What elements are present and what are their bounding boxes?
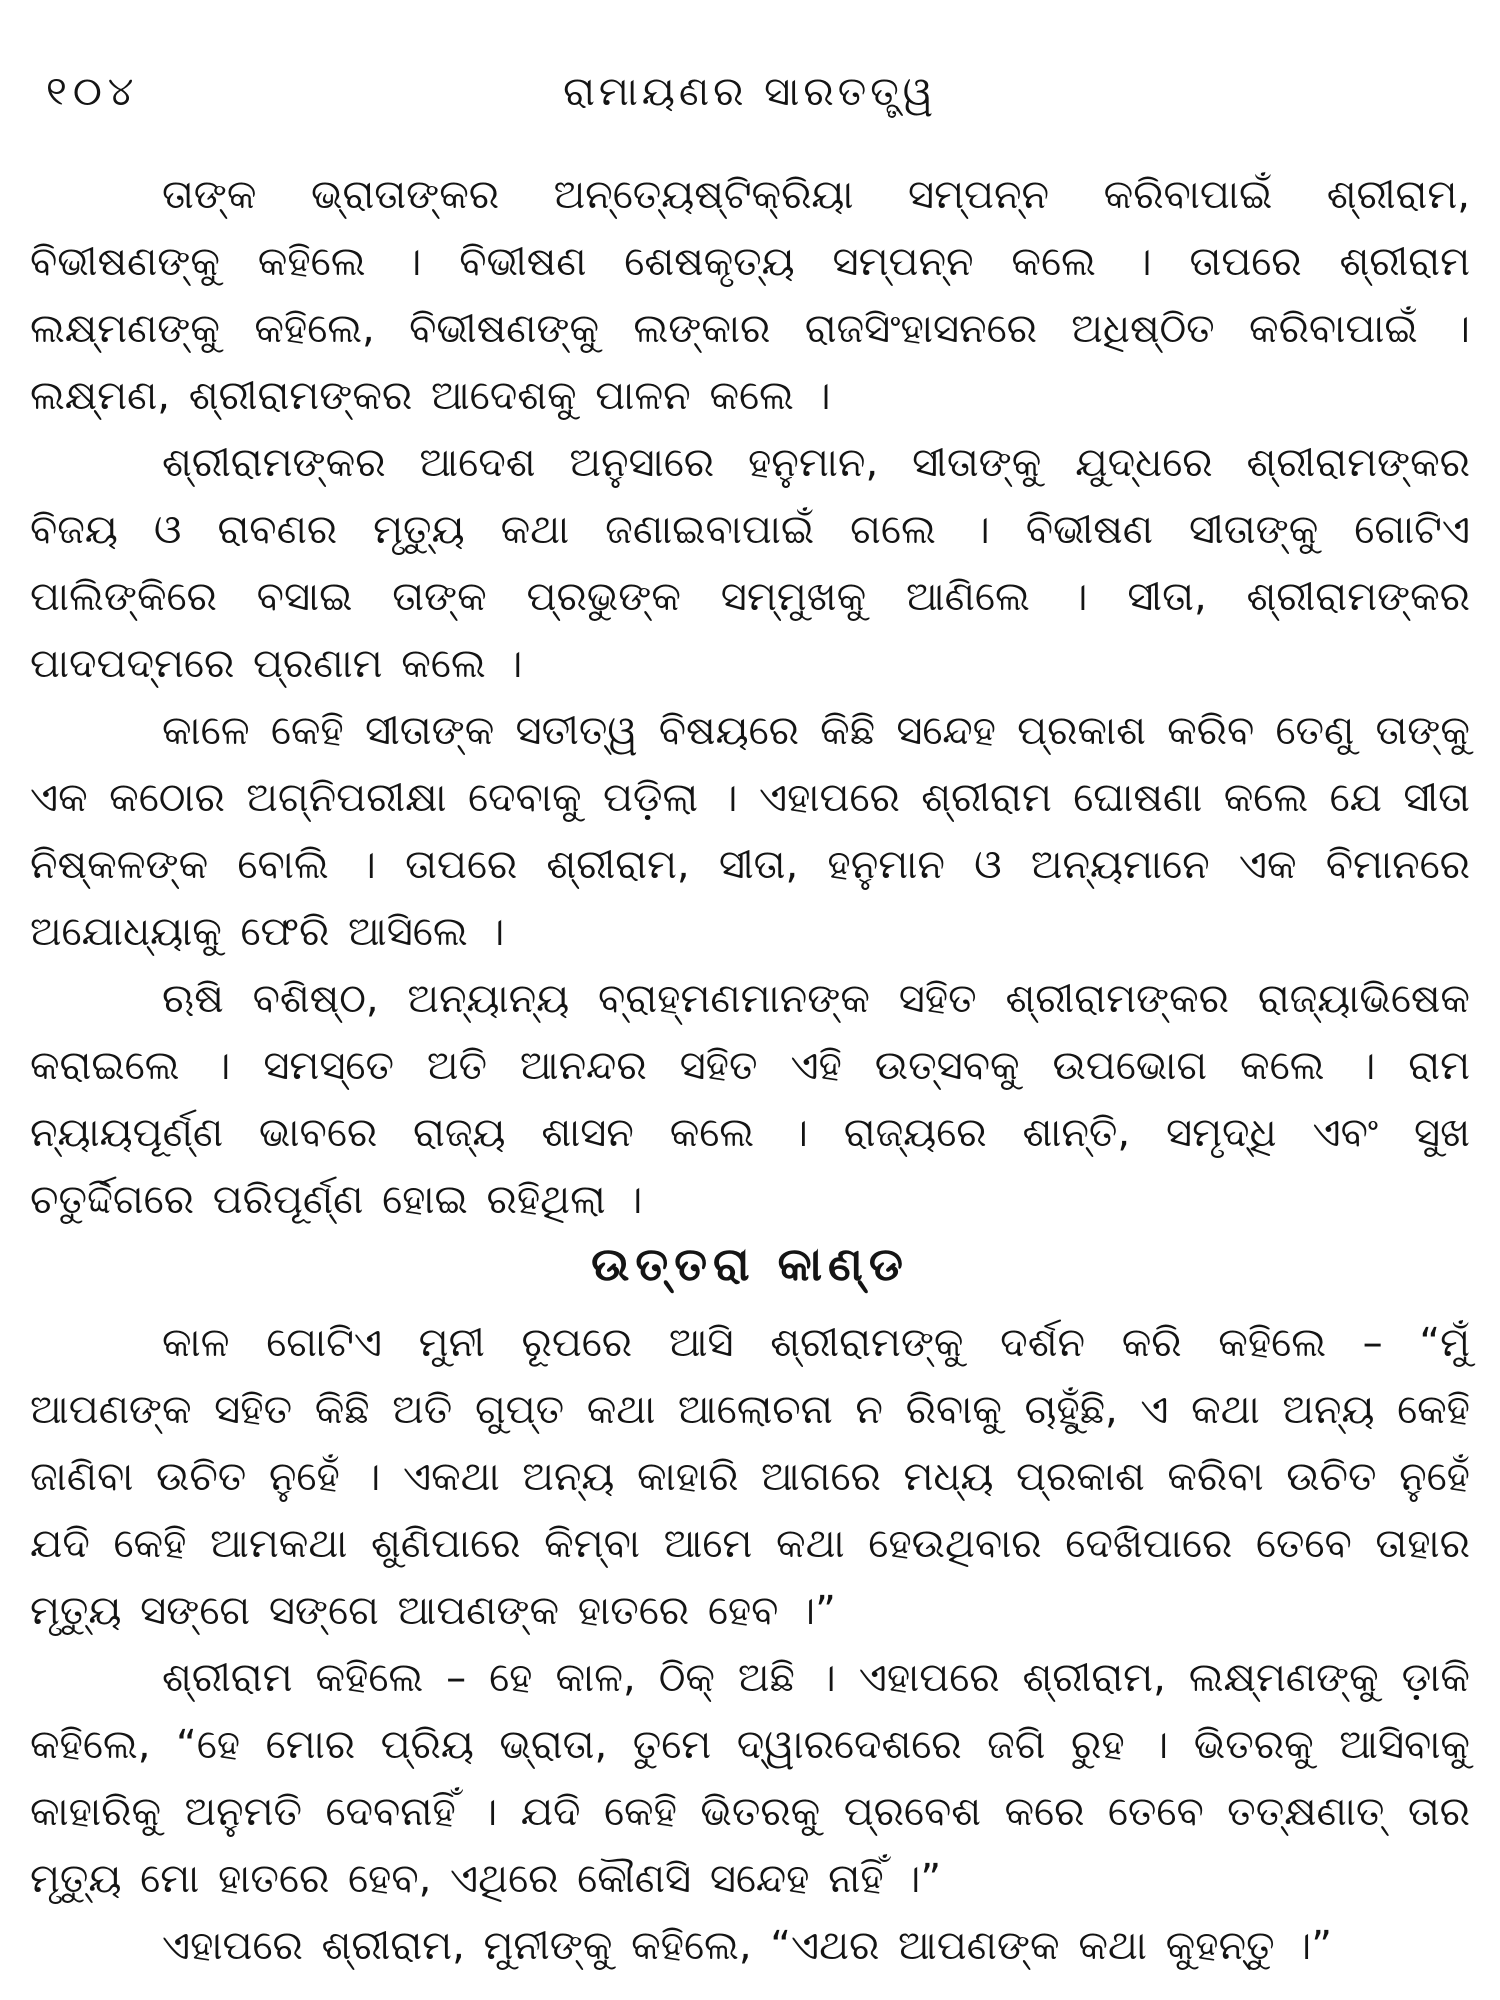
paragraph: ଋଷି ବଶିଷ୍ଠ, ଅନ୍ୟାନ୍ୟ ବ୍ରାହ୍ମଣମାନଙ୍କ ସହିତ ଶ୍ରୀରାମଙ୍କର ରାଜ୍ୟାଭିଷେକ କରାଇଲେ । ସମସ୍ତେ ଅତି ଆନନ୍ଦର ସହିତ ଏହି ଉତ୍ସବକୁ ଉପଭୋଗ କଲେ । ରାମ ନ୍ୟାୟପୂର୍ଣ୍ଣ ଭାବରେ ରାଜ୍ୟ ଶାସନ କଲେ । ରାଜ୍ୟରେ ଶାନ୍ତି, ସମୃଦ୍ଧି ଏବଂ ସୁଖ ଚତୁର୍ଦ୍ଦିଗରେ ପରିପୂର୍ଣ୍ଣ ହୋଇ ରହିଥିଲା । [30, 976, 1470, 1223]
paragraph: ଶ୍ରୀରାମଙ୍କର ଆଦେଶ ଅନୁସାରେ ହନୁମାନ, ସୀତାଙ୍କୁ ଯୁଦ୍ଧରେ ଶ୍ରୀରାମଙ୍କର ବିଜୟ ଓ ରାବଣର ମୃତ୍ୟୁ କଥା ଜଣାଇବାପାଇଁ ଗଲେ । ବିଭୀଷଣ ସୀତାଙ୍କୁ ଗୋଟିଏ ପାଲିଙ୍କିରେ ବସାଇ ତାଙ୍କ ପ୍ରଭୁଙ୍କ ସମ୍ମୁଖକୁ ଆଣିଲେ । ସୀତା, ଶ୍ରୀରାମଙ୍କର ପାଦପଦ୍ମରେ ପ୍ରଣାମ କଲେ । [30, 440, 1470, 687]
paragraph: କାଳେ କେହି ସୀତାଙ୍କ ସତୀତ୍ୱ ବିଷୟରେ କିଛି ସନ୍ଦେହ ପ୍ରକାଶ କରିବ ତେଣୁ ତାଙ୍କୁ ଏକ କଠୋର ଅଗ୍ନିପରୀକ୍ଷା ଦେବାକୁ ପଡ଼ିଲା । ଏହାପରେ ଶ୍ରୀରାମ ଘୋଷଣା କଲେ ଯେ ସୀତା ନିଷ୍କଳଙ୍କ ବୋଲି । ତାପରେ ଶ୍ରୀରାମ, ସୀତା, ହନୁମାନ ଓ ଅନ୍ୟମାନେ ଏକ ବିମାନରେ ଅଯୋଧ୍ୟାକୁ ଫେରି ଆସିଲେ । [30, 708, 1470, 955]
body-text-before-heading [30, 162, 1470, 1234]
page-number: ୧୦୪ [46, 69, 140, 115]
paragraph: ଶ୍ରୀରାମ କହିଲେ – ହେ କାଳ, ଠିକ୍ ଅଛି । ଏହାପରେ ଶ୍ରୀରାମ, ଲକ୍ଷ୍ମଣଙ୍କୁ ଡ଼ାକି କହିଲେ, “ହେ ମୋର ପ୍ରିୟ ଭ୍ରାତା, ତୁମେ ଦ୍ୱାରଦେଶରେ ଜଗି ରୁହ । ଭିତରକୁ ଆସିବାକୁ କାହାରିକୁ ଅନୁମତି ଦେବନାହିଁ । ଯଦି କେହି ଭିତରକୁ ପ୍ରବେଶ କରେ ତେବେ ତତ୍‌କ୍ଷଣାତ୍ ତାର ମୃତ୍ୟୁ ମୋ ହାତରେ ହେବ, ଏଥିରେ କୌଣସି ସନ୍ଦେହ ନାହିଁ ।” [30, 1655, 1470, 1902]
paragraph: ଏହାପରେ ଶ୍ରୀରାମ, ମୁନୀଙ୍କୁ କହିଲେ, “ଏଥର ଆପଣଙ୍କ କଥା କୁହନ୍ତୁ ।” [162, 1923, 1333, 1969]
section-heading: ଉତ୍ତରା କାଣ୍ଡ [591, 1237, 909, 1291]
page-header [32, 62, 1468, 122]
paragraph: ତାଙ୍କ ଭ୍ରାତାଙ୍କର ଅନ୍ତ୍ୟେଷ୍ଟିକ୍ରିୟା ସମ୍ପନ୍ନ କରିବାପାଇଁ ଶ୍ରୀରାମ, ବିଭୀଷଣଙ୍କୁ କହିଲେ । ବିଭୀଷଣ ଶେଷକୃତ୍ୟ ସମ୍ପନ୍ନ କଲେ । ତାପରେ ଶ୍ରୀରାମ ଲକ୍ଷ୍ମଣଙ୍କୁ କହିଲେ, ବିଭୀଷଣଙ୍କୁ ଲଙ୍କାର ରାଜସିଂହାସନରେ ଅଧିଷ୍ଠିତ କରିବାପାଇଁ । ଲକ୍ଷ୍ମଣ, ଶ୍ରୀରାମଙ୍କର ଆଦେଶକୁ ପାଳନ କଲେ । [30, 172, 1471, 419]
paragraph: କାଳ ଗୋଟିଏ ମୁନୀ ରୂପରେ ଆସି ଶ୍ରୀରାମଙ୍କୁ ଦର୍ଶନ କରି କହିଲେ – “ମୁଁ ଆପଣଙ୍କ ସହିତ କିଛି ଅତି ଗୁପ୍ତ କଥା ଆଲୋଚନା ନ ରିବାକୁ ଚାହୁଁଛି, ଏ କଥା ଅନ୍ୟ କେହି ଜାଣିବା ଉଚିତ ନୁହେଁ । ଏକଥା ଅନ୍ୟ କାହାରି ଆଗରେ ମଧ୍ୟ ପ୍ରକାଶ କରିବା ଉଚିତ ନୁହେଁ ଯଦି କେହି ଆମକଥା ଶୁଣିପାରେ କିମ୍ବା ଆମେ କଥା ହେଉଥିବାର ଦେଖିପାରେ ତେବେ ତାହାର ମୃତ୍ୟୁ ସଙ୍ଗେ ସଙ୍ଗେ ଆପଣଙ୍କ ହାତରେ ହେବ ।” [30, 1320, 1470, 1634]
body-text-after-heading [30, 1310, 1470, 1980]
running-title: ରାମାୟଣର ସାରତତ୍ତ୍ୱ [563, 69, 937, 115]
